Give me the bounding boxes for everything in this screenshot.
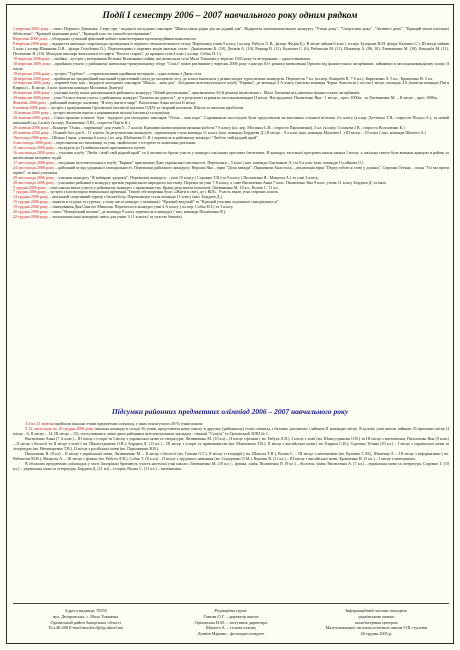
entry-date: 11 листопада 2006 року: [13, 144, 55, 150]
entry-date: 18 вересня 2006 року: [13, 55, 51, 61]
results-title: Підсумки районних предметних олімпіад 2006 – 2007 навчального року: [111, 407, 349, 416]
entry-text: – перший етап три – водорозі молодших школярів "Школа – наш дім". Засідання інтелектуального клубу "Еврика", де команда 4 А класу (капітан команди Чорна Анастасія ) посіла І місце, команда 4 Б (капітан команди Пат'я Кирилл) – ІІ місце, 3 клас (капітан команди Москвина Дмитро): [13, 80, 449, 91]
footer-address-line: вул. Дніпровська, с. Мала Токмачка: [53, 613, 119, 619]
entry-date: 15 грудня 2006 року: [13, 199, 49, 205]
entry-date: 26 вересня 2006 року: [13, 75, 51, 81]
entry-date: 20 жовтня 2006 року: [13, 125, 49, 131]
entry-date: 28 листопада 2006 року: [13, 179, 55, 185]
entry-text: – районний конкурс малюнку "Я хочу жити в мирі". Висвіленко Анна посіла II місце.: [46, 100, 197, 106]
results-highlight: З 12 листопада по 10 грудня 2006 року: [25, 425, 94, 431]
footer: [13, 603, 449, 642]
entry-text: – загальношкільні новорічні свята для учнів 1-11 класів ( за участю батьків).: [48, 214, 183, 220]
results-paragraph: [13, 436, 449, 451]
entry-text: – Концерт "Осінь – чарівниця" для учнів 5 – 7 класів. Кращими композиціями визнано роботи 7 б класу (кл. кер. Мосинка С.В., староста Пархоменко), 5 кл. (кл.кер. Сулакова І.В., староста Волошенко К.): [48, 125, 405, 131]
entry-date: 29 листопада 2006 року: [13, 174, 55, 180]
chronicle-entry: [13, 42, 449, 57]
entry-date: 18 вересня 2006 року: [13, 60, 51, 66]
entry-text: – шкільний спортивний турнір з баскетболу. Переможцем стала команда 11 класу (кап. Бордяєв Д.).: [48, 194, 223, 200]
entry-date: 26 вересня 2006 року: [13, 90, 51, 96]
entry-date: 14 грудня 2006 року: [13, 194, 49, 200]
results-paragraph: [13, 461, 449, 471]
results-text: Висвіленко Анна (7 А клас) – ІІІ місце з історії та І місце з української мови та літератури; Литвиненко М. (10 кл) – ІІ місце з фізики ( вч. Рябуха Л.В.), І місце з хімії (вч. Шамсутдинова О.В.) та ІІІ місце з математики; Пилипенко Яна (9 клас) – ІІ місце з біології та ІІ місце з хімії ( вч. Шамсутдинова О.В.); Бордяєв Д. (11 кл.) – ІІІ місце з історії та правознавства (вч. Максимова Т.В.), ІІ місце з англійської мови ( вч. Кирила С.В.); Соромко Тетяна (10 кл.) – І місце з української мови та літератури (вч. Нечипоренко Т.В.), ІІ місце з російської мови (вч. Пархоменко В.В.).: [13, 435, 449, 451]
results-text: В обласних предметних олімпіадах у місті Запоріжжі братимуть участь наступні учні школи: Литвиненко М. (10 кл.) – фізика, хімія; Пилипенко Я. (9 кл.) – біологія, хімія; Висвіленко А. (7 кл.) – українська мова та література; Соромко Т. (10 кл.) – українська мова та література; Бордяєв Д. (11 кл) – історія; Волик С. (11 кл.) – математика.: [13, 460, 449, 471]
entry-date: 4 листопада 2006 року: [13, 139, 53, 145]
entry-date: Листопад 2006 року: [13, 134, 48, 140]
entry-text: – прийшли на традиційний шкільний туристичний похід до місцевого лісу, де класи змагалися у різних видах туристичних конкурсів. Перемогли 7 кл. (кл.кер. Канцыба В. 7-6 кл.), Кириленко Л. 5 кл., Кравченко Н. 5 кл.: [50, 75, 433, 81]
entry-date: 29 вересня 2006 року: [13, 95, 51, 101]
entry-date: 19 грудня 2006 року: [13, 204, 49, 210]
page-title: Події І семестру 2006 – 2007 навчального року одним рядком: [102, 11, 358, 21]
entry-date: 22 вересня 2006 року: [13, 80, 51, 86]
entry-date: 7 грудня 2006 року: [13, 189, 46, 195]
results-text: шкільна команда в складі 56 учнів, представила нашу школу в другому (районному) етапі олімпіад з базових дисциплін і зайняла ІІ командне місце. В цілому учні школи зайняли 35 призових місць (І місце – 6, ІІ місце – 14, ІІІ місце – 15), поступившись лише двом районним інтелектуальним закладам : гімназії "Сузір'я" та Оріхівській ЗОШ № 1.: [13, 425, 449, 436]
chronicle-section: [13, 27, 449, 405]
entry-text: – Свято врожаю в школі. Ігри - водорозі для молодших школярів "Осінь – моя пора". Справжньою насолодою були представлені на виставках осінньої вітальні 4-х класу (кл.кер. Деттішко Т.В., старости Піскун А.), та новий шкільний сад 2 класу (кл.кер. Пилипенко Л.Ш., староста Пар'ю К.).: [13, 115, 449, 126]
entry-text: – зустріч з інспектором ювенальної превенції. Темою обговорення було: «Жити в світі, де є ВІЛ». Участь взяли учні старших класів.: [46, 189, 279, 195]
entry-text: – учасники районного конкурсу зразків українського народного костюму. Перемогли учні 7-8 класу, а саме Висвіленко Анна 7 клас, Пилипенко Яна 9 клас, учень 11 класу Бордяєв Д. та інші.: [54, 179, 387, 185]
entry-date: 5 грудня 2006 року: [13, 184, 46, 190]
footer-address: [13, 604, 158, 642]
entry-text: – зустріч з працівниками Оріхівської інспекції вахтової ОДАІ та творчий колектив. Школа за школою проблеми.: [46, 105, 244, 111]
entry-text: – учасник клубу "Люби і знай свій рідний край" та її активісти брали участь у конкурсі шкільних пресових бюлетенів. В конкурсі загальної програми школа заняла І місце, а шкільна газета була визнана кращою в районі за висвітлення місцевих подій.: [13, 149, 449, 160]
entry-text: – учасник клубу юних рятувальників районного конкурсу "Юний рятувальник", присвяченого 63-й річниці визволення с. Мала Токмачка від німецько-фашистських загарбників.: [50, 90, 361, 96]
entry-text: – учасник конкурсу "Я вибираю здоров'я". Переможці конкурсу – учні 10 класу ( Соромко Т.В.) та 9 класу ( Пилипенко Я., Мацьоха А.) та учні 3 класу.: [54, 174, 319, 180]
entry-date: 20 жовтня 2006 року: [13, 115, 50, 121]
entry-date: 20 жовтня 2006 року: [13, 130, 49, 136]
footer-info-line: 26 грудня 2005 р.: [360, 631, 393, 637]
results-paragraph: [13, 426, 449, 436]
footer-editorial: [158, 604, 303, 642]
footer-info-line: комп'ютерним центром: [355, 619, 398, 625]
footer-editorial-line: Редакційна група:: [214, 608, 248, 613]
entry-date: 17 листопада 2006 року: [13, 159, 55, 165]
footer-info-line: українською мовою: [358, 613, 395, 619]
footer-info-line: Інформаційний часопис виходить: [345, 608, 408, 613]
entry-text: – відкриття шкільної спартакіади, проведення її першого легкоатлетичного етапу. Переможці учнів 9 класу ( кл.кер. Рябуха Л. В., фізорг Федяк Б.). В місце зайняв 6 клас ( кл.кер. Бухарова В.М. фізорг Кулевич С.). Ш місце зайняв 5 клас ( кл.кер.Шишкова О.В. , фізорг Голубенко О.). Переможцями є окремих видів змагань стали : Данільченко К. (10), Демків А. (10), Веряцр В. (11), Кулинич С. (6), Рябоволів М. (11), Шамекер А. (86, 10), Литвиненко М. (10), Канцыба М. (11), Пелехенко Я. (10). Молодші школярі змагалися в естафеті "Весела старти", де кращим став 4 клас ( кл.кер. Собко Н. І.).: [13, 40, 449, 56]
entry-text: – учні школи взяли участь у районному конкурсі з правознавства. Кращі результати показали: Литвиненко М. 10 кл., Волик С. 11 кл.: [46, 184, 279, 190]
footer-info-line: Малотокмацької загальноосвітньої школи I-III ступенів: [325, 625, 428, 631]
results-paragraph: [13, 451, 449, 461]
footer-info: [304, 604, 449, 642]
entry-text: – свято Першого Дзвоника. Старт три - водорозі молодших школярів "Школа наша рідна дім як рідний дім". Відкриття загальношкільного конкурсу "Учень року", "Спортсмен року", "Активіст року", "Кращий читач шкільної бібліотеки", "Кращий відмінник року", "Кращий клас по самообслуговуванню".: [13, 27, 449, 36]
chronicle-entry: [13, 215, 449, 220]
entry-text: – Шілько Ганна, учениця 6 класу ( кл. кер. Шабанова О. В.) перемогла в районному конкурсі "Любіть свій рідний край".: [47, 134, 259, 140]
entry-text: – зустріч "Турбото" – старшокласники прийняли ветеранів – односельчан з Днем села.: [50, 70, 203, 76]
entry-date: 1 вересня 2006 року: [13, 27, 49, 31]
entry-date: 10 жовтня 2006 року: [13, 110, 49, 116]
entry-date: 20 грудня 2006 року: [13, 209, 49, 215]
footer-address-line: Тел.46-280 E-mail:mtschool@zp.ukrtel.net: [48, 625, 124, 631]
results-text: пройшли шкільні етапи предметних олімпіад, у яких взяли участь 49 % учнів школи.: [54, 421, 204, 426]
entry-text: – лінійка – зустріч з ветеранами Великої Вітчизняної війни, які визволяли село Мала Токмачка у вересні 1943 року та ветеранами – односельчанами.: [50, 55, 311, 61]
entry-text: – зустріч вчителів школи з керівниками міської інспекції та аукціону.: [48, 110, 171, 116]
entry-text: – свято "Новорічний вогник", де команда 9 класу перемогла в конкурсі ( кап. команди Пилипенко Я.).: [48, 209, 226, 215]
entry-date: 18 вересня 2006 року: [13, 70, 51, 76]
entry-date: 24 листопада 2006 року: [13, 164, 55, 170]
newsletter-page: [6, 4, 454, 644]
footer-address-line: Адреса видавця: 70550: [64, 608, 107, 613]
entry-date: Вересень 2006 року: [13, 35, 48, 41]
entry-date: 8 вересня 2006 року: [13, 40, 48, 46]
results-section: [13, 421, 449, 599]
entry-text: – пересвятили всі вихованці та учні, знайомство з історією та новітніми реаліями.: [52, 139, 197, 145]
entry-text: – святкування Дня Святого Миколая. Перемогли в конкурсі учні 4 А класу ( кл.кер. Собко Н.І.) та 3 класу.: [48, 204, 234, 210]
results-highlight: З 4 по 21 жовтня: [25, 421, 54, 426]
entry-text: – прийняла участь у районному навчально-тренувальному збору "Сокіл" юних рятівників у вересня 2006 року з нагоди 63-ї річниці визволення Оріхова від фашистських загарбників, зайнявши в загальнокомандному заліку II місце.: [13, 60, 449, 71]
entry-text: – районний огляд художньої самодіяльності. Переможці районного конкурсу: Верхаш Яна – вірш "Доля завжди", Паршакова Анастасія – декламація вірш "Перед тобою я стою у доньки", Соромко Тетяна – пісня "Усі ми проти мріяті", та інші учасники.: [13, 164, 449, 175]
footer-address-line: Оріхівський район Запорізької області: [50, 619, 121, 625]
footer-editorial-line: Шамота А. – голова учкому: [205, 625, 257, 631]
footer-editorial-line: Гамова О.Г. – директор школи: [203, 613, 259, 619]
entry-text: – засідання інтелектуального клубу "Еврика" присвячене Дню української писемності. Переможці – 5 клас ( кап. команди Одельянов А.) та 8 а клас (кап. команди Гусейнова О.): [54, 159, 364, 165]
entry-date: 22 грудня 2006 року: [13, 214, 49, 220]
entry-text: – обладнано сучасний фізичний кабінет комп'ютерним мультимедійним комплексом.: [47, 35, 197, 41]
results-text: Пилипенко Я. (9 кл) – ІІ місце з української мови, Литвиненко М. – ІІ місце з біології (вч. Гамова О.Г.), ІІ місце з географії ( вч. Шамота Т.Н.), Волик С. – ІІІ місце з математики (вч. Кулевич С.М.), Шамекер А. – ІІІ місце з інформатики ( вч. Рябоволів М.В.), Мацьоха А. – ІІІ місце з фізики (вч. Рябуха Л.В.), Собко Т. (8 а кл) – ІІ місце з трудового навчання (вч. Сидоренко О.М.), Верхаш Я. (11 кл.) – ІІІ місце з англійської мови, Кравченко Н. (5 кл.) – І місце з математики.: [13, 450, 449, 461]
entry-text: – заняття в студіях та гуртках, у тому числі конкурс у номінації: "Кращий ведучий" та "Кращий учасник художньої самодіяльності".: [48, 199, 280, 205]
footer-editorial-line: Демків Марина – фотокореспондент: [197, 631, 265, 637]
entry-text: – екскурсія до Гуляйпільського краєзнавчого музею.: [54, 144, 147, 150]
entry-date: 16 листопада 2006 року: [13, 149, 55, 155]
entry-text: – учні 9 класу взяли участь у районному конкурсі "Безпека на дорогах", де в результаті отримали загальнокомандне II місце. Нагороджені: Пилипенко Яна - 1 місце – крос 1000м., та Литвиненко М. – II місце – крос 1000м.: [50, 95, 438, 101]
entry-text: – Осінній бал для 8 – 11 класів. За результатами конкурсів , переможцем стала команда 11 класу (кап. команди Бордяєва Д.) ІІ місце – 9 а клас (кап. команди Мальчич І. ) ІІІ місце – 10 класі ( кап. команди Шамота А.): [48, 130, 426, 136]
entry-date: 6 жовтня 2006 року: [13, 105, 47, 111]
footer-editorial-line: Оріховська В.М. – заступник директора: [194, 619, 268, 625]
entry-date: Жовтень 2006 року: [13, 100, 47, 106]
